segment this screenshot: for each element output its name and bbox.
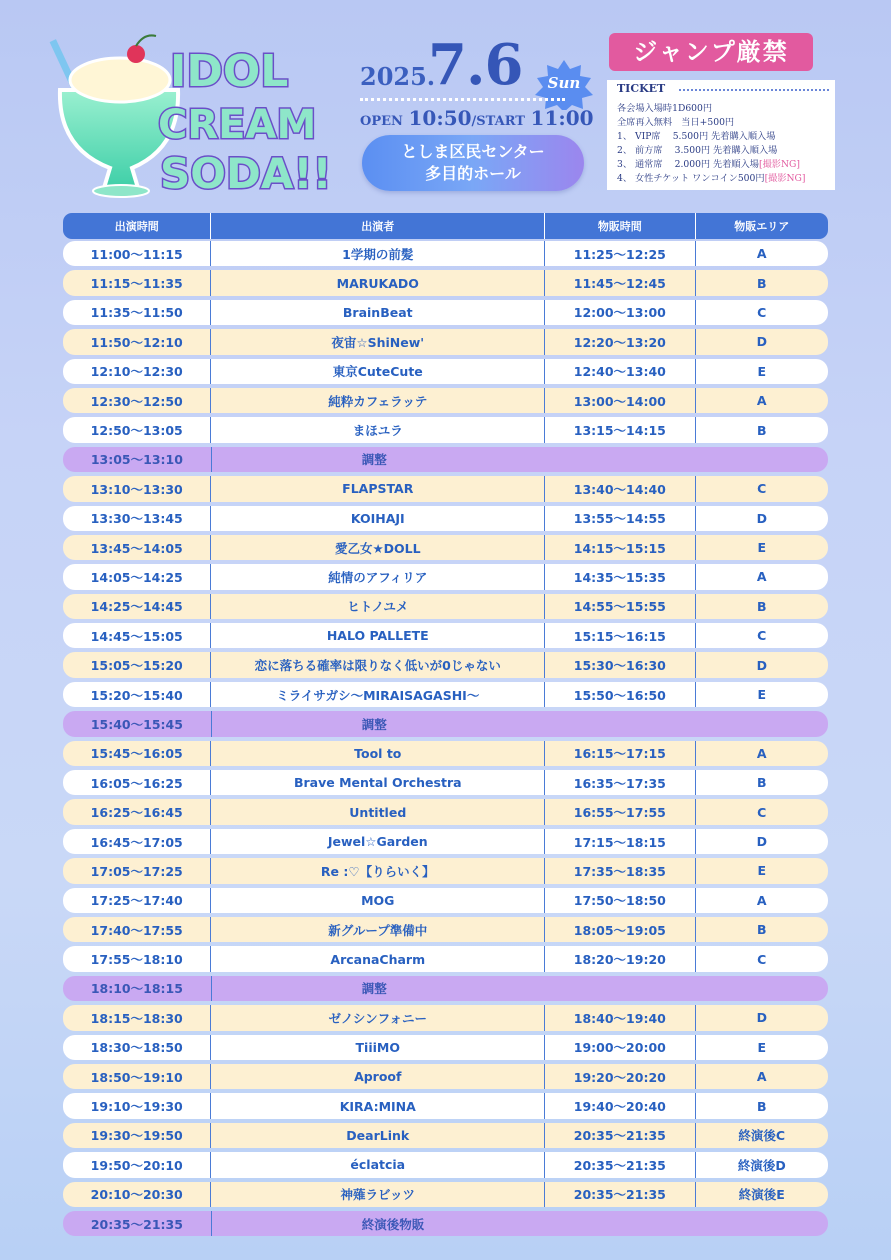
performance-time-cell: 15:45〜16:05 (63, 741, 211, 766)
table-row (63, 506, 828, 531)
table-row (63, 1123, 828, 1148)
merch-area-cell: D (756, 1010, 767, 1026)
merch-area-cell: 終演後C (738, 1128, 786, 1144)
performer-cell: 恋に落ちる確率は限りなく低いが0じゃない (211, 652, 545, 677)
merch-area-cell: A (756, 569, 767, 585)
break-row (63, 976, 828, 1001)
merch-time-cell: 19:00〜20:00 (545, 1035, 695, 1060)
cream-soda-glass-icon (40, 28, 340, 203)
table-row (63, 917, 828, 942)
table-row (63, 417, 828, 442)
performer-cell: 神薙ラビッツ (211, 1182, 545, 1207)
table-row (63, 1005, 828, 1030)
table-row (63, 564, 828, 589)
performance-time-cell: 19:10〜19:30 (63, 1093, 211, 1118)
merch-area-cell: B (756, 598, 767, 614)
merch-area-cell: A (756, 892, 767, 908)
performer-cell: KOIHAJI (211, 506, 545, 531)
ticket-line (617, 170, 806, 184)
performer-cell: BrainBeat (211, 300, 545, 325)
venue-hall: 多目的ホール (425, 164, 521, 183)
venue-badge (362, 135, 584, 191)
performer-cell: FLAPSTAR (211, 476, 545, 501)
venue-name: としま区民センター (401, 142, 545, 161)
table-row (63, 1035, 828, 1060)
merch-time-cell: 20:35〜21:35 (545, 1123, 695, 1148)
merch-area-cell: B (756, 922, 767, 938)
performer-cell: 純粋カフェラッテ (211, 388, 545, 413)
logo-line-3: SODA!! (160, 149, 332, 198)
merch-time-cell: 14:15〜15:15 (545, 535, 695, 560)
merch-area-cell: B (756, 775, 767, 791)
table-row (63, 329, 828, 354)
merch-time-cell: 16:15〜17:15 (545, 741, 695, 766)
table-row (63, 359, 828, 384)
merch-time-cell: 13:15〜14:15 (545, 417, 695, 442)
merch-area-cell: A (756, 246, 767, 262)
merch-area-cell: E (757, 687, 767, 703)
ticket-line (617, 156, 800, 170)
day-of-week-badge (533, 60, 595, 110)
performance-time-cell: 13:30〜13:45 (63, 506, 211, 531)
photo-ng-label: [撮影NG] (758, 159, 800, 170)
performance-time-cell: 19:50〜20:10 (63, 1152, 211, 1177)
merch-time-cell: 19:40〜20:40 (545, 1093, 695, 1118)
performer-cell: éclatcia (211, 1152, 545, 1177)
ticket-line: 各会場入場時1D600円 (617, 103, 713, 114)
merch-area-cell: B (756, 1098, 767, 1114)
merch-time-cell: 18:20〜19:20 (545, 946, 695, 971)
merch-area-cell: A (756, 745, 767, 761)
table-row (63, 1182, 828, 1207)
performer-cell: 新グループ準備中 (211, 917, 545, 942)
merch-time-cell: 13:40〜14:40 (545, 476, 695, 501)
table-row (63, 623, 828, 648)
performer-cell: 1学期の前髪 (211, 241, 545, 266)
merch-area-cell: C (757, 951, 767, 967)
performer-cell: MARUKADO (211, 270, 545, 295)
performance-time-cell: 14:05〜14:25 (63, 564, 211, 589)
table-row (63, 594, 828, 619)
performer-cell: ヒトノユメ (211, 594, 545, 619)
table-row (63, 770, 828, 795)
merch-area-cell: 終演後D (737, 1157, 786, 1173)
merch-area-cell: B (756, 422, 767, 438)
event-year: 2025. (360, 62, 436, 91)
performer-cell: ArcanaCharm (211, 946, 545, 971)
performance-time-cell: 16:05〜16:25 (63, 770, 211, 795)
timetable (63, 241, 828, 1240)
merch-time-cell: 18:40〜19:40 (545, 1005, 695, 1030)
performance-time-cell: 12:10〜12:30 (63, 359, 211, 384)
open-label: OPEN (360, 114, 403, 129)
performer-cell: Tool to (211, 741, 545, 766)
merch-time-cell: 14:35〜15:35 (545, 564, 695, 589)
break-row (63, 447, 828, 472)
performer-cell: ミライサガシ〜MIRAISAGASHI〜 (211, 682, 545, 707)
performance-time-cell: 18:50〜19:10 (63, 1064, 211, 1089)
merch-area-cell: A (756, 1069, 767, 1085)
merch-area-cell: B (756, 275, 767, 291)
merch-time-cell: 11:25〜12:25 (545, 241, 695, 266)
table-row (63, 241, 828, 266)
merch-area-cell: C (757, 481, 767, 497)
performance-time-cell: 15:05〜15:20 (63, 652, 211, 677)
logo-line-1: IDOL (170, 46, 289, 97)
merch-time-cell: 15:30〜16:30 (545, 652, 695, 677)
performance-time-cell: 11:15〜11:35 (63, 270, 211, 295)
timetable-header (63, 213, 828, 239)
break-label-cell: 調整 (361, 452, 387, 468)
ticket-line: 全席再入無料 当日+500円 (617, 117, 735, 128)
performance-time-cell: 18:10〜18:15 (63, 976, 212, 1001)
performance-time-cell: 17:25〜17:40 (63, 888, 211, 913)
start-label: /START (471, 114, 525, 129)
merch-time-cell: 11:45〜12:45 (545, 270, 695, 295)
table-row (63, 535, 828, 560)
merch-area-cell: E (757, 540, 767, 556)
performer-cell: 純情のアフィリア (211, 564, 545, 589)
merch-time-cell: 14:55〜15:55 (545, 594, 695, 619)
performance-time-cell: 14:45〜15:05 (63, 623, 211, 648)
merch-area-cell: D (756, 834, 767, 849)
photo-ng-label: [撮影NG] (764, 173, 806, 184)
merch-area-cell: C (757, 804, 767, 820)
performer-cell: 東京CuteCute (211, 359, 545, 384)
merch-time-cell: 16:55〜17:55 (545, 799, 695, 824)
performer-cell: Aproof (211, 1064, 545, 1089)
performance-time-cell: 17:40〜17:55 (63, 917, 211, 942)
performer-cell: DearLink (211, 1123, 545, 1148)
performer-cell: Brave Mental Orchestra (211, 770, 545, 795)
break-row (63, 711, 828, 736)
merch-time-cell: 18:05〜19:05 (545, 917, 695, 942)
performance-time-cell: 13:05〜13:10 (63, 447, 212, 472)
logo-line-2: CREAM (158, 102, 317, 148)
break-label-cell: 終演後物販 (361, 1216, 425, 1232)
header-merch-area: 物販エリア (734, 220, 790, 233)
table-row (63, 799, 828, 824)
performance-time-cell: 17:55〜18:10 (63, 946, 211, 971)
merch-area-cell: E (757, 863, 767, 879)
event-logo (40, 28, 340, 203)
performer-cell: Jewel☆Garden (211, 829, 545, 854)
performance-time-cell: 15:20〜15:40 (63, 682, 211, 707)
ticket-info (607, 80, 835, 190)
merch-area-cell: C (757, 628, 767, 644)
performance-time-cell: 13:45〜14:05 (63, 535, 211, 560)
merch-time-cell: 13:00〜14:00 (545, 388, 695, 413)
header-performer: 出演者 (211, 213, 545, 239)
divider (360, 98, 565, 101)
performer-cell: MOG (211, 888, 545, 913)
open-start-times (360, 106, 594, 130)
performance-time-cell: 12:30〜12:50 (63, 388, 211, 413)
performer-cell: Untitled (211, 799, 545, 824)
performance-time-cell: 12:50〜13:05 (63, 417, 211, 442)
performer-cell: ゼノシンフォニー (211, 1005, 545, 1030)
merch-area-cell: D (756, 657, 767, 673)
table-row (63, 270, 828, 295)
header-performance-time: 出演時間 (63, 213, 211, 239)
merch-time-cell: 17:35〜18:35 (545, 858, 695, 883)
performer-cell: まほユラ (211, 417, 545, 442)
table-row (63, 946, 828, 971)
table-row (63, 858, 828, 883)
ticket-divider (679, 89, 829, 91)
break-label-cell: 調整 (361, 981, 387, 997)
merch-area-cell: C (757, 304, 767, 320)
merch-time-cell: 19:20〜20:20 (545, 1064, 695, 1089)
break-row (63, 1211, 828, 1236)
performance-time-cell: 19:30〜19:50 (63, 1123, 211, 1148)
performance-time-cell: 15:40〜15:45 (63, 711, 212, 736)
header-merch-time: 物販時間 (545, 213, 695, 239)
merch-area-cell: E (757, 1039, 767, 1055)
table-row (63, 388, 828, 413)
ticket-heading: TICKET (617, 82, 666, 95)
merch-time-cell: 12:20〜13:20 (545, 329, 695, 354)
break-label-cell: 調整 (361, 716, 387, 732)
performer-cell: 夜宙☆ShiNew' (211, 329, 545, 354)
ticket-line-text: 3、 通常席 2.000円 先着順入場 (617, 159, 759, 170)
merch-time-cell: 20:35〜21:35 (545, 1182, 695, 1207)
ticket-line-text: 4、 女性チケット ワンコイン500円 (617, 173, 765, 184)
performance-time-cell: 17:05〜17:25 (63, 858, 211, 883)
table-row (63, 476, 828, 501)
ticket-line: 2、 前方席 3.500円 先着購入順入場 (617, 145, 778, 156)
performer-cell: Re :♡【りらいく】 (211, 858, 545, 883)
open-time: 10:50 (408, 106, 472, 130)
ticket-line: 1、 VIP席 5.500円 先着購入順入場 (617, 131, 776, 142)
merch-time-cell: 16:35〜17:35 (545, 770, 695, 795)
merch-time-cell: 20:35〜21:35 (545, 1152, 695, 1177)
merch-time-cell: 17:15〜18:15 (545, 829, 695, 854)
performance-time-cell: 18:30〜18:50 (63, 1035, 211, 1060)
table-row (63, 1064, 828, 1089)
table-row (63, 741, 828, 766)
merch-area-cell: A (756, 393, 767, 409)
merch-area-cell: D (756, 510, 767, 526)
table-row (63, 300, 828, 325)
performer-cell: HALO PALLETE (211, 623, 545, 648)
start-time: 11:00 (530, 106, 594, 130)
table-row (63, 1152, 828, 1177)
table-row (63, 1093, 828, 1118)
merch-time-cell: 12:00〜13:00 (545, 300, 695, 325)
performance-time-cell: 18:15〜18:30 (63, 1005, 211, 1030)
performer-cell: 愛乙女★DOLL (211, 535, 545, 560)
performance-time-cell: 16:45〜17:05 (63, 829, 211, 854)
table-row (63, 682, 828, 707)
merch-time-cell: 15:15〜16:15 (545, 623, 695, 648)
table-row (63, 829, 828, 854)
merch-area-cell: 終演後E (738, 1187, 785, 1203)
merch-time-cell: 15:50〜16:50 (545, 682, 695, 707)
performance-time-cell: 13:10〜13:30 (63, 476, 211, 501)
no-jumping-notice: ジャンプ厳禁 (609, 33, 813, 71)
merch-area-cell: D (756, 334, 767, 350)
performance-time-cell: 20:10〜20:30 (63, 1182, 211, 1207)
performance-time-cell: 20:35〜21:35 (63, 1211, 212, 1236)
performance-time-cell: 14:25〜14:45 (63, 594, 211, 619)
table-row (63, 652, 828, 677)
performance-time-cell: 11:50〜12:10 (63, 329, 211, 354)
performer-cell: TiiiMO (211, 1035, 545, 1060)
merch-time-cell: 17:50〜18:50 (545, 888, 695, 913)
merch-time-cell: 13:55〜14:55 (545, 506, 695, 531)
merch-time-cell: 12:40〜13:40 (545, 359, 695, 384)
event-day: 7.6 (428, 32, 523, 98)
day-of-week-label: Sun (547, 74, 581, 92)
performance-time-cell: 16:25〜16:45 (63, 799, 211, 824)
performer-cell: KIRA:MINA (211, 1093, 545, 1118)
performance-time-cell: 11:00〜11:15 (63, 241, 211, 266)
merch-area-cell: E (757, 363, 767, 379)
performance-time-cell: 11:35〜11:50 (63, 300, 211, 325)
table-row (63, 888, 828, 913)
